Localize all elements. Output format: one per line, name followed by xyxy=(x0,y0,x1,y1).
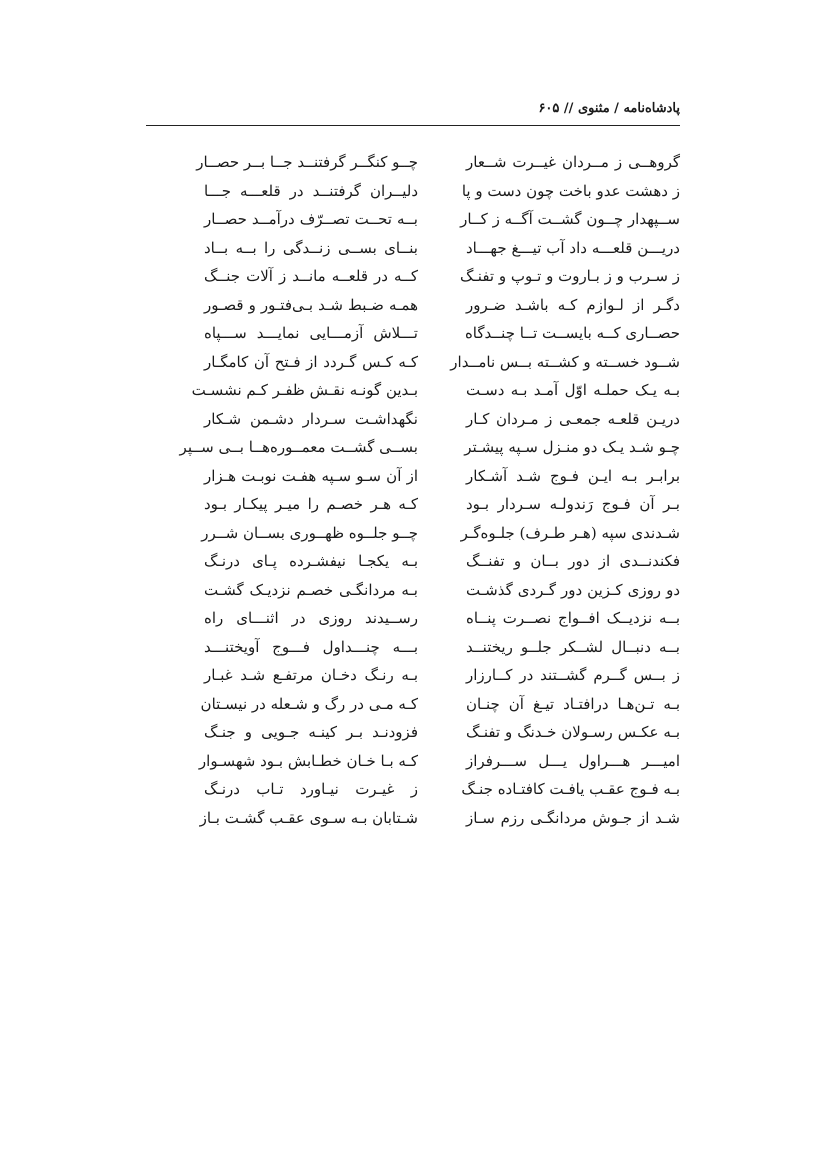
couplet xyxy=(146,234,680,263)
first-hemistich: ز سـرب و ز بـاروت و تـوپ و تفنـگ xyxy=(459,267,680,285)
couplet xyxy=(146,291,680,320)
second-hemistich: دلیــران گرفتنــد در قلعـــه جـــا xyxy=(204,181,418,200)
first-hemistich: شـد از جـوش مردانگـی رزم سـاز xyxy=(466,808,680,827)
first-hemistich: دریـن قلعـه جمعـی ز مـردان کـار xyxy=(466,409,680,428)
couplet xyxy=(146,747,680,776)
first-hemistich: شــود خســته و کشــته بــس نامــدار xyxy=(450,352,680,371)
first-hemistich: بــه نزدیــک افــواج نصــرت پنــاه xyxy=(466,609,680,627)
first-hemistich: بـه عکـس رسـولان خـدنگ و تفنـگ xyxy=(466,723,680,741)
couplet xyxy=(146,376,680,405)
couplet xyxy=(146,405,680,434)
second-hemistich: کـه مـی در رگ و شـعله در نیسـتان xyxy=(200,694,418,713)
second-hemistich: کـه بـا خـان خطـابش بـود شهسـوار xyxy=(198,751,418,770)
couplet xyxy=(146,690,680,719)
couplet xyxy=(146,205,680,234)
second-hemistich: بـه مردانگـی خصـم نزدیـک گشـت xyxy=(204,580,418,599)
couplet xyxy=(146,775,680,804)
first-hemistich: ز دهشت عدو باخت چون دست و پا xyxy=(461,181,680,200)
couplet xyxy=(146,177,680,206)
couplet xyxy=(146,804,680,833)
first-hemistich: دگـر از لـوازم کـه باشـد ضـرور xyxy=(466,295,680,314)
couplet xyxy=(146,319,680,348)
couplet xyxy=(146,547,680,576)
couplet xyxy=(146,490,680,519)
first-hemistich: بـه تـن‌هـا درافتـاد تیـغ آن چنـان xyxy=(466,694,680,713)
second-hemistich: بنــای بســی زنــدگی را بــه بــاد xyxy=(204,238,418,257)
poem-body xyxy=(146,148,680,832)
second-hemistich: بـه یکجـا نیفشـرده پـای درنـگ xyxy=(204,552,418,570)
running-header xyxy=(146,101,680,123)
first-hemistich: ســپهدار چــون گشــت آگــه ز کــار xyxy=(460,210,680,228)
second-hemistich: شـتابان بـه سـوی عقـب گشـت بـاز xyxy=(199,808,418,827)
first-hemistich: حصــاری کــه بایســت تــا چنــدگاه xyxy=(464,324,680,342)
second-hemistich: فزودنـد بـر کینـه جـویی و جنـگ xyxy=(204,723,418,741)
second-hemistich: چــو جلــوه ظهــوری بســان شــرر xyxy=(201,523,418,542)
second-hemistich: بــه تحــت تصــرّف درآمــد حصــار xyxy=(204,210,418,228)
second-hemistich: تـــلاش آزمـــایی نمایـــد ســـپاه xyxy=(204,324,418,342)
first-hemistich: فکندنــدی از دور بــان و تفنــگ xyxy=(466,552,680,570)
first-hemistich: گروهــی ز مــردان غیــرت شــعار xyxy=(466,153,680,171)
first-hemistich: بـه یـک حملـه اوّل آمـد بـه دسـت xyxy=(466,381,680,399)
first-hemistich: دریـــن قلعـــه داد آب تیـــغ جهـــاد xyxy=(466,238,680,257)
couplet xyxy=(146,633,680,662)
first-hemistich: بــه دنبــال لشــکر جلــو ریختنــد xyxy=(466,637,680,656)
couplet xyxy=(146,661,680,690)
couplet xyxy=(146,576,680,605)
first-hemistich: دو روزی کـزین دور گـردی گذشـت xyxy=(466,580,680,599)
couplet xyxy=(146,262,680,291)
second-hemistich: کــه در قلعــه مانــد ز آلات جنــگ xyxy=(204,267,418,285)
header-rule xyxy=(146,125,680,126)
first-hemistich: بـر آن فـوج رَندولـه سـردار بـود xyxy=(466,495,680,513)
second-hemistich: رســیدند روزی در اثنـــای راه xyxy=(204,609,418,627)
couplet xyxy=(146,519,680,548)
second-hemistich: همـه ضـبط شـد بـی‌فتـور و قصـور xyxy=(204,295,418,314)
second-hemistich: بـــه چنـــداول فـــوج آویختنـــد xyxy=(204,637,418,656)
first-hemistich: بـه فـوج عقـب یافـت کافتـاده جنـگ xyxy=(461,780,680,798)
second-hemistich: بـدین گونـه نقـش ظفـر کـم نشسـت xyxy=(191,381,418,399)
second-hemistich: ز غیـرت نیـاورد تـاب درنـگ xyxy=(204,780,418,798)
couplet xyxy=(146,462,680,491)
couplet xyxy=(146,348,680,377)
second-hemistich: نگهداشـت سـردار دشـمن شـکار xyxy=(204,409,418,428)
first-hemistich: امیـــر هـــراول یـــل ســـرفراز xyxy=(466,751,680,770)
first-hemistich: شـدندی سپه (هـر طـرف) جلـوه‌گـر xyxy=(460,523,680,542)
couplet xyxy=(146,433,680,462)
second-hemistich: کـه کـس گـردد از فـتح آن کامگـار xyxy=(204,352,418,371)
couplet xyxy=(146,718,680,747)
first-hemistich: برابـر بـه ایـن فـوج شـد آشـکار xyxy=(466,466,680,485)
couplet xyxy=(146,604,680,633)
couplet xyxy=(146,148,680,177)
second-hemistich: از آن سـو سـپه هفـت نوبـت هـزار xyxy=(204,466,418,485)
second-hemistich: کـه هـر خصـم را میـر پیکـار بـود xyxy=(204,495,418,513)
header-title: پادشاه‌نامه / مثنوی // ۶۰۵ xyxy=(538,101,680,116)
first-hemistich: چـو شـد یـک دو منـزل سـپه پیشـتر xyxy=(464,438,680,456)
second-hemistich: بـه رنـگ دخـان مرتفـع شـد غبـار xyxy=(204,666,418,684)
second-hemistich: بســی گشــت معمــوره‌هــا بــی ســپر xyxy=(179,438,418,456)
first-hemistich: ز بــس گــرم گشــتند در کــارزار xyxy=(466,666,680,684)
second-hemistich: چــو کنگــر گرفتنــد جــا بــر حصــار xyxy=(196,153,418,171)
